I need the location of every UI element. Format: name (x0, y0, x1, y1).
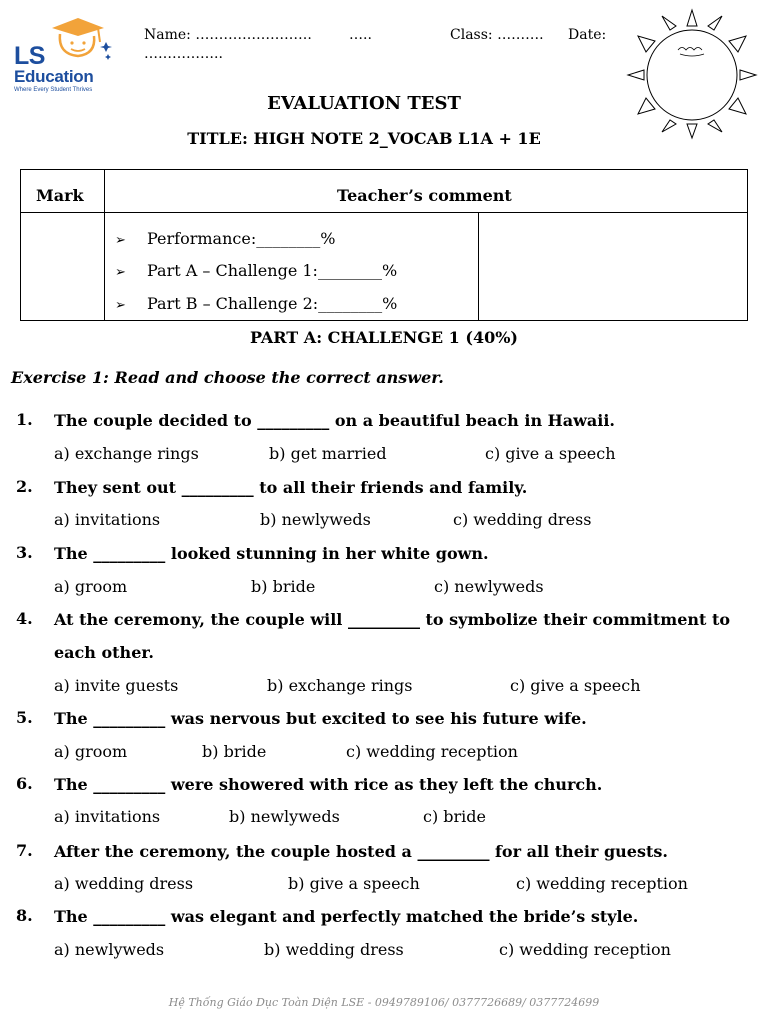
answer-option[interactable]: c) give a speech (485, 444, 616, 463)
question-number: 5. (16, 708, 33, 727)
answer-option[interactable]: a) invitations (54, 807, 161, 826)
question-number: 4. (16, 609, 33, 628)
answer-option[interactable]: b) bride (251, 577, 316, 596)
answer-option[interactable]: c) wedding dress (453, 510, 592, 529)
footer-contact: Hệ Thống Giáo Dục Toàn Diện LSE - 0949789106/ 0377726689/ 0377724699 (168, 996, 600, 1009)
arrow-bullet-icon: ➢ (115, 298, 126, 313)
logo-brand: LS (14, 42, 45, 70)
answer-option[interactable]: a) groom (54, 577, 128, 596)
test-title: EVALUATION TEST (267, 93, 461, 114)
question-number: 7. (16, 841, 33, 860)
answer-option[interactable]: b) wedding dress (264, 940, 404, 959)
date-field[interactable]: Date: (568, 27, 607, 43)
answer-option[interactable]: b) get married (269, 444, 387, 463)
class-field[interactable]: Class: ………. (450, 27, 544, 43)
answer-option[interactable]: c) give a speech (510, 676, 641, 695)
answer-option[interactable]: b) newlyweds (260, 510, 371, 529)
answer-option[interactable]: c) bride (423, 807, 487, 826)
question-number: 1. (16, 410, 33, 429)
answer-option[interactable]: c) wedding reception (499, 940, 671, 959)
question-text: They sent out _________ to all their friends and family. (54, 478, 528, 497)
answer-option[interactable]: c) wedding reception (516, 874, 688, 893)
answer-option[interactable]: a) exchange rings (54, 444, 199, 463)
arrow-bullet-icon: ➢ (115, 233, 126, 248)
question-number: 8. (16, 906, 33, 925)
logo-name: Education (14, 67, 94, 86)
answer-option[interactable]: a) invite guests (54, 676, 179, 695)
question-text: The _________ was elegant and perfectly matched the bride’s style. (54, 907, 639, 926)
answer-option[interactable]: c) newlyweds (434, 577, 544, 596)
question-number: 2. (16, 477, 33, 496)
exercise-1-title: Exercise 1: Read and choose the correct answer. (11, 368, 444, 387)
comment-header: Teacher’s comment (337, 186, 512, 205)
answer-option[interactable]: b) give a speech (288, 874, 420, 893)
answer-option[interactable]: b) bride (202, 742, 267, 761)
answer-option[interactable]: a) invitations (54, 510, 161, 529)
answer-option[interactable]: b) newlyweds (229, 807, 340, 826)
question-text: The _________ looked stunning in her white gown. (54, 544, 489, 563)
logo-tagline: Where Every Student Thrives (14, 87, 93, 93)
answer-option[interactable]: a) wedding dress (54, 874, 194, 893)
part-a-title: PART A: CHALLENGE 1 (40%) (250, 328, 518, 347)
name-field[interactable]: Name: ……………………. (144, 27, 312, 43)
answer-option[interactable]: b) exchange rings (267, 676, 413, 695)
answer-option[interactable]: a) newlyweds (54, 940, 165, 959)
question-text: The _________ were showered with rice as they left the church. (54, 775, 603, 794)
question-text: After the ceremony, the couple hosted a _________ for all their guests. (54, 842, 668, 861)
part-a-label: Part A – Challenge 1:________% (147, 261, 398, 280)
answer-option[interactable]: a) groom (54, 742, 128, 761)
part-b-label: Part B – Challenge 2:________% (147, 294, 398, 313)
question-number: 6. (16, 774, 33, 793)
mark-header: Mark (36, 186, 84, 205)
answer-option[interactable]: c) wedding reception (346, 742, 518, 761)
name-field-dots: ….. (349, 27, 372, 43)
question-number: 3. (16, 543, 33, 562)
test-subtitle: TITLE: HIGH NOTE 2_VOCAB L1A + 1E (187, 129, 541, 148)
performance-label: Performance:________% (147, 229, 336, 248)
date-field-dots: …………….. (144, 46, 223, 62)
question-text: The couple decided to _________ on a beautiful beach in Hawaii. (54, 411, 615, 430)
arrow-bullet-icon: ➢ (115, 265, 126, 280)
question-text: The _________ was nervous but excited to see his future wife. (54, 709, 587, 728)
question-text: At the ceremony, the couple will _________ to symbolize their commitment to each other. (54, 610, 731, 662)
